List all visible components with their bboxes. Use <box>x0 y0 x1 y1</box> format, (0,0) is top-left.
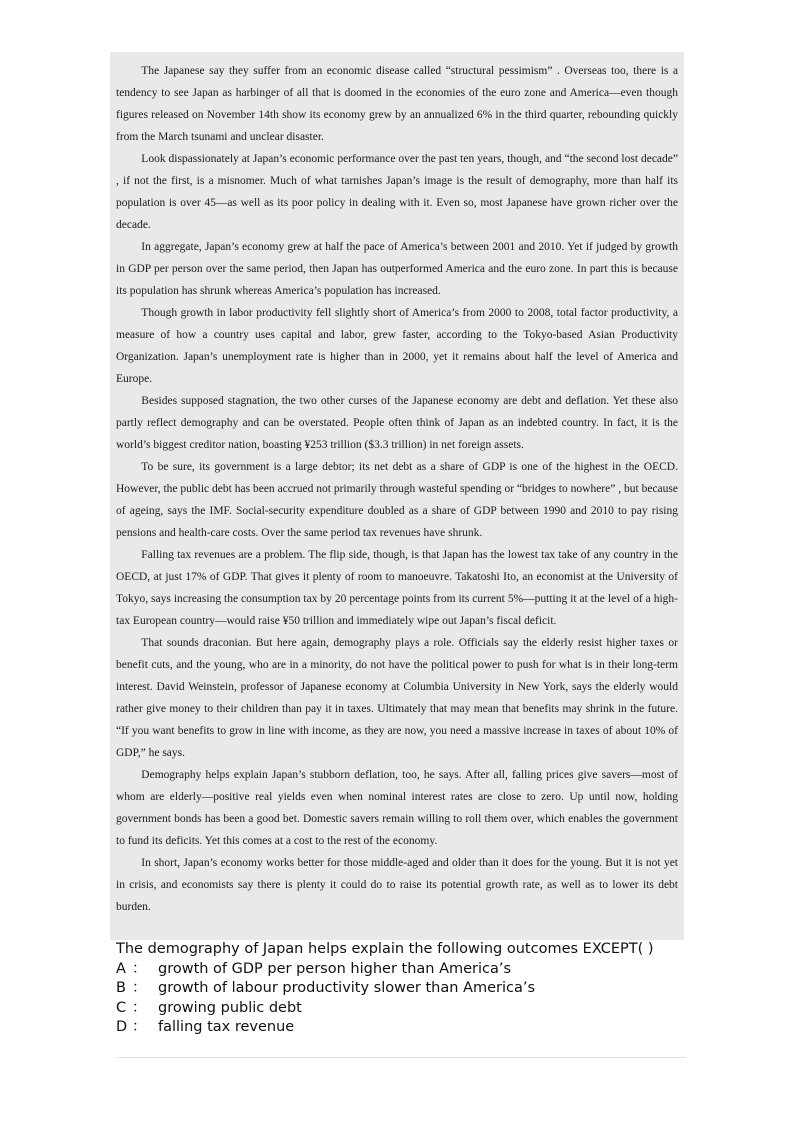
passage-paragraph: Though growth in labor productivity fell slightly short of America’s from 2000 to 2008, total factor productivity, a measure of how a country uses capital and labor, grew faster, according to the Tokyo-based Asian Productivity Organization. Japan’s unemployment rate is higher than in 2000, yet it remains about half the level of America and Europe. <box>116 307 678 385</box>
passage-paragraph: Falling tax revenues are a problem. The flip side, though, is that Japan has the lowest tax take of any country in the OECD, at just 17% of GDP. That gives it plenty of room to manoeuvre. Takatoshi Ito, an economist at the University of Tokyo, says increasing the consumption tax by 20 percentage points from its current 5%—putting it at the level of a high-tax European country—would raise ¥50 trillion and immediately wipe out Japan’s fiscal deficit. <box>116 549 678 627</box>
divider <box>116 1057 686 1058</box>
question-block <box>116 940 686 1038</box>
option-letter: B <box>116 980 126 996</box>
option-text: growing public debt <box>158 999 302 1016</box>
passage-paragraph: To be sure, its government is a large debtor; its net debt as a share of GDP is one of the highest in the OECD. However, the public debt has been accrued not primarily through wasteful spending or “bridges to nowhere” , but because of ageing, says the IMF. Social-security expenditure doubled as a share of GDP between 1990 and 2010 to pay rising pensions and health-care costs. Over the same period tax revenues have shrunk. <box>116 461 678 539</box>
passage-paragraph: Look dispassionately at Japan’s economic performance over the past ten years, though, and “the second lost decade” , if not the first, is a misnomer. Much of what tarnishes Japan’s image is the result of demography, more than half its population is over 45—as well as its poor policy in dealing with it. Even so, most Japanese have grown richer over the decade. <box>116 153 678 231</box>
passage-paragraph: That sounds draconian. But here again, demography plays a role. Officials say the elderly resist higher taxes or benefit cuts, and the young, who are in a minority, do not have the political power to push for what is in their long-term interest. David Weinstein, professor of Japanese economy at Columbia University in New York, says the elderly would rather give money to their children than pay it in taxes. Ultimately that may mean that benefits may shrink in the future. “If you want benefits to grow in line with income, as they are now, you need a massive increase in taxes of about 10% of GDP,” he says. <box>116 637 678 759</box>
question-stem: The demography of Japan helps explain the following outcomes EXCEPT( ) <box>116 941 654 957</box>
option-d[interactable] <box>116 1018 686 1038</box>
option-separator: ： <box>132 980 147 996</box>
option-separator: ： <box>132 960 147 977</box>
option-text: falling tax revenue <box>158 1019 295 1035</box>
option-separator: ： <box>132 1019 147 1035</box>
option-text: growth of GDP per person higher than America’s <box>158 960 512 977</box>
passage-paragraph: In aggregate, Japan’s economy grew at half the pace of America’s between 2001 and 2010. Yet if judged by growth in GDP per person over the same period, then Japan has outperformed America and the euro zone. In part this is because its population has shrunk whereas America’s population has increased. <box>116 241 678 297</box>
option-letter: C <box>116 999 127 1016</box>
option-separator: ： <box>132 999 147 1016</box>
passage-paragraph: In short, Japan’s economy works better for those middle-aged and older than it does for the young. But it is not yet in crisis, and economists say there is plenty it could do to raise its potential growth rate, as well as to lower its debt burden. <box>116 857 678 913</box>
option-a[interactable] <box>116 960 686 980</box>
option-c[interactable] <box>116 999 686 1019</box>
option-letter: D <box>116 1019 128 1035</box>
option-b[interactable] <box>116 979 686 999</box>
passage-paragraph: Besides supposed stagnation, the two other curses of the Japanese economy are debt and deflation. Yet these also partly reflect demography and can be overstated. People often think of Japan as an indebted country. In fact, it is the world’s biggest creditor nation, boasting ¥253 trillion ($3.3 trillion) in net foreign assets. <box>116 395 678 451</box>
passage-paragraph: The Japanese say they suffer from an economic disease called “structural pessimism” . Overseas too, there is a tendency to see Japan as harbinger of all that is doomed in the economies of the euro zone and America—even though figures released on November 14th show its economy grew by an annualized 6% in the third quarter, rebounding quickly from the March tsunami and unclear disaster. <box>116 65 678 143</box>
option-text: growth of labour productivity slower than America’s <box>158 980 536 996</box>
option-letter: A <box>116 960 126 977</box>
passage-paragraph: Demography helps explain Japan’s stubborn deflation, too, he says. After all, falling prices give savers—most of whom are elderly—positive real yields even when nominal interest rates are close to zero. Up until now, holding government bonds has been a good bet. Domestic savers remain willing to roll them over, which enables the government to fund its deficits. Yet this comes at a cost to the rest of the economy. <box>116 769 678 847</box>
reading-passage <box>116 60 678 918</box>
